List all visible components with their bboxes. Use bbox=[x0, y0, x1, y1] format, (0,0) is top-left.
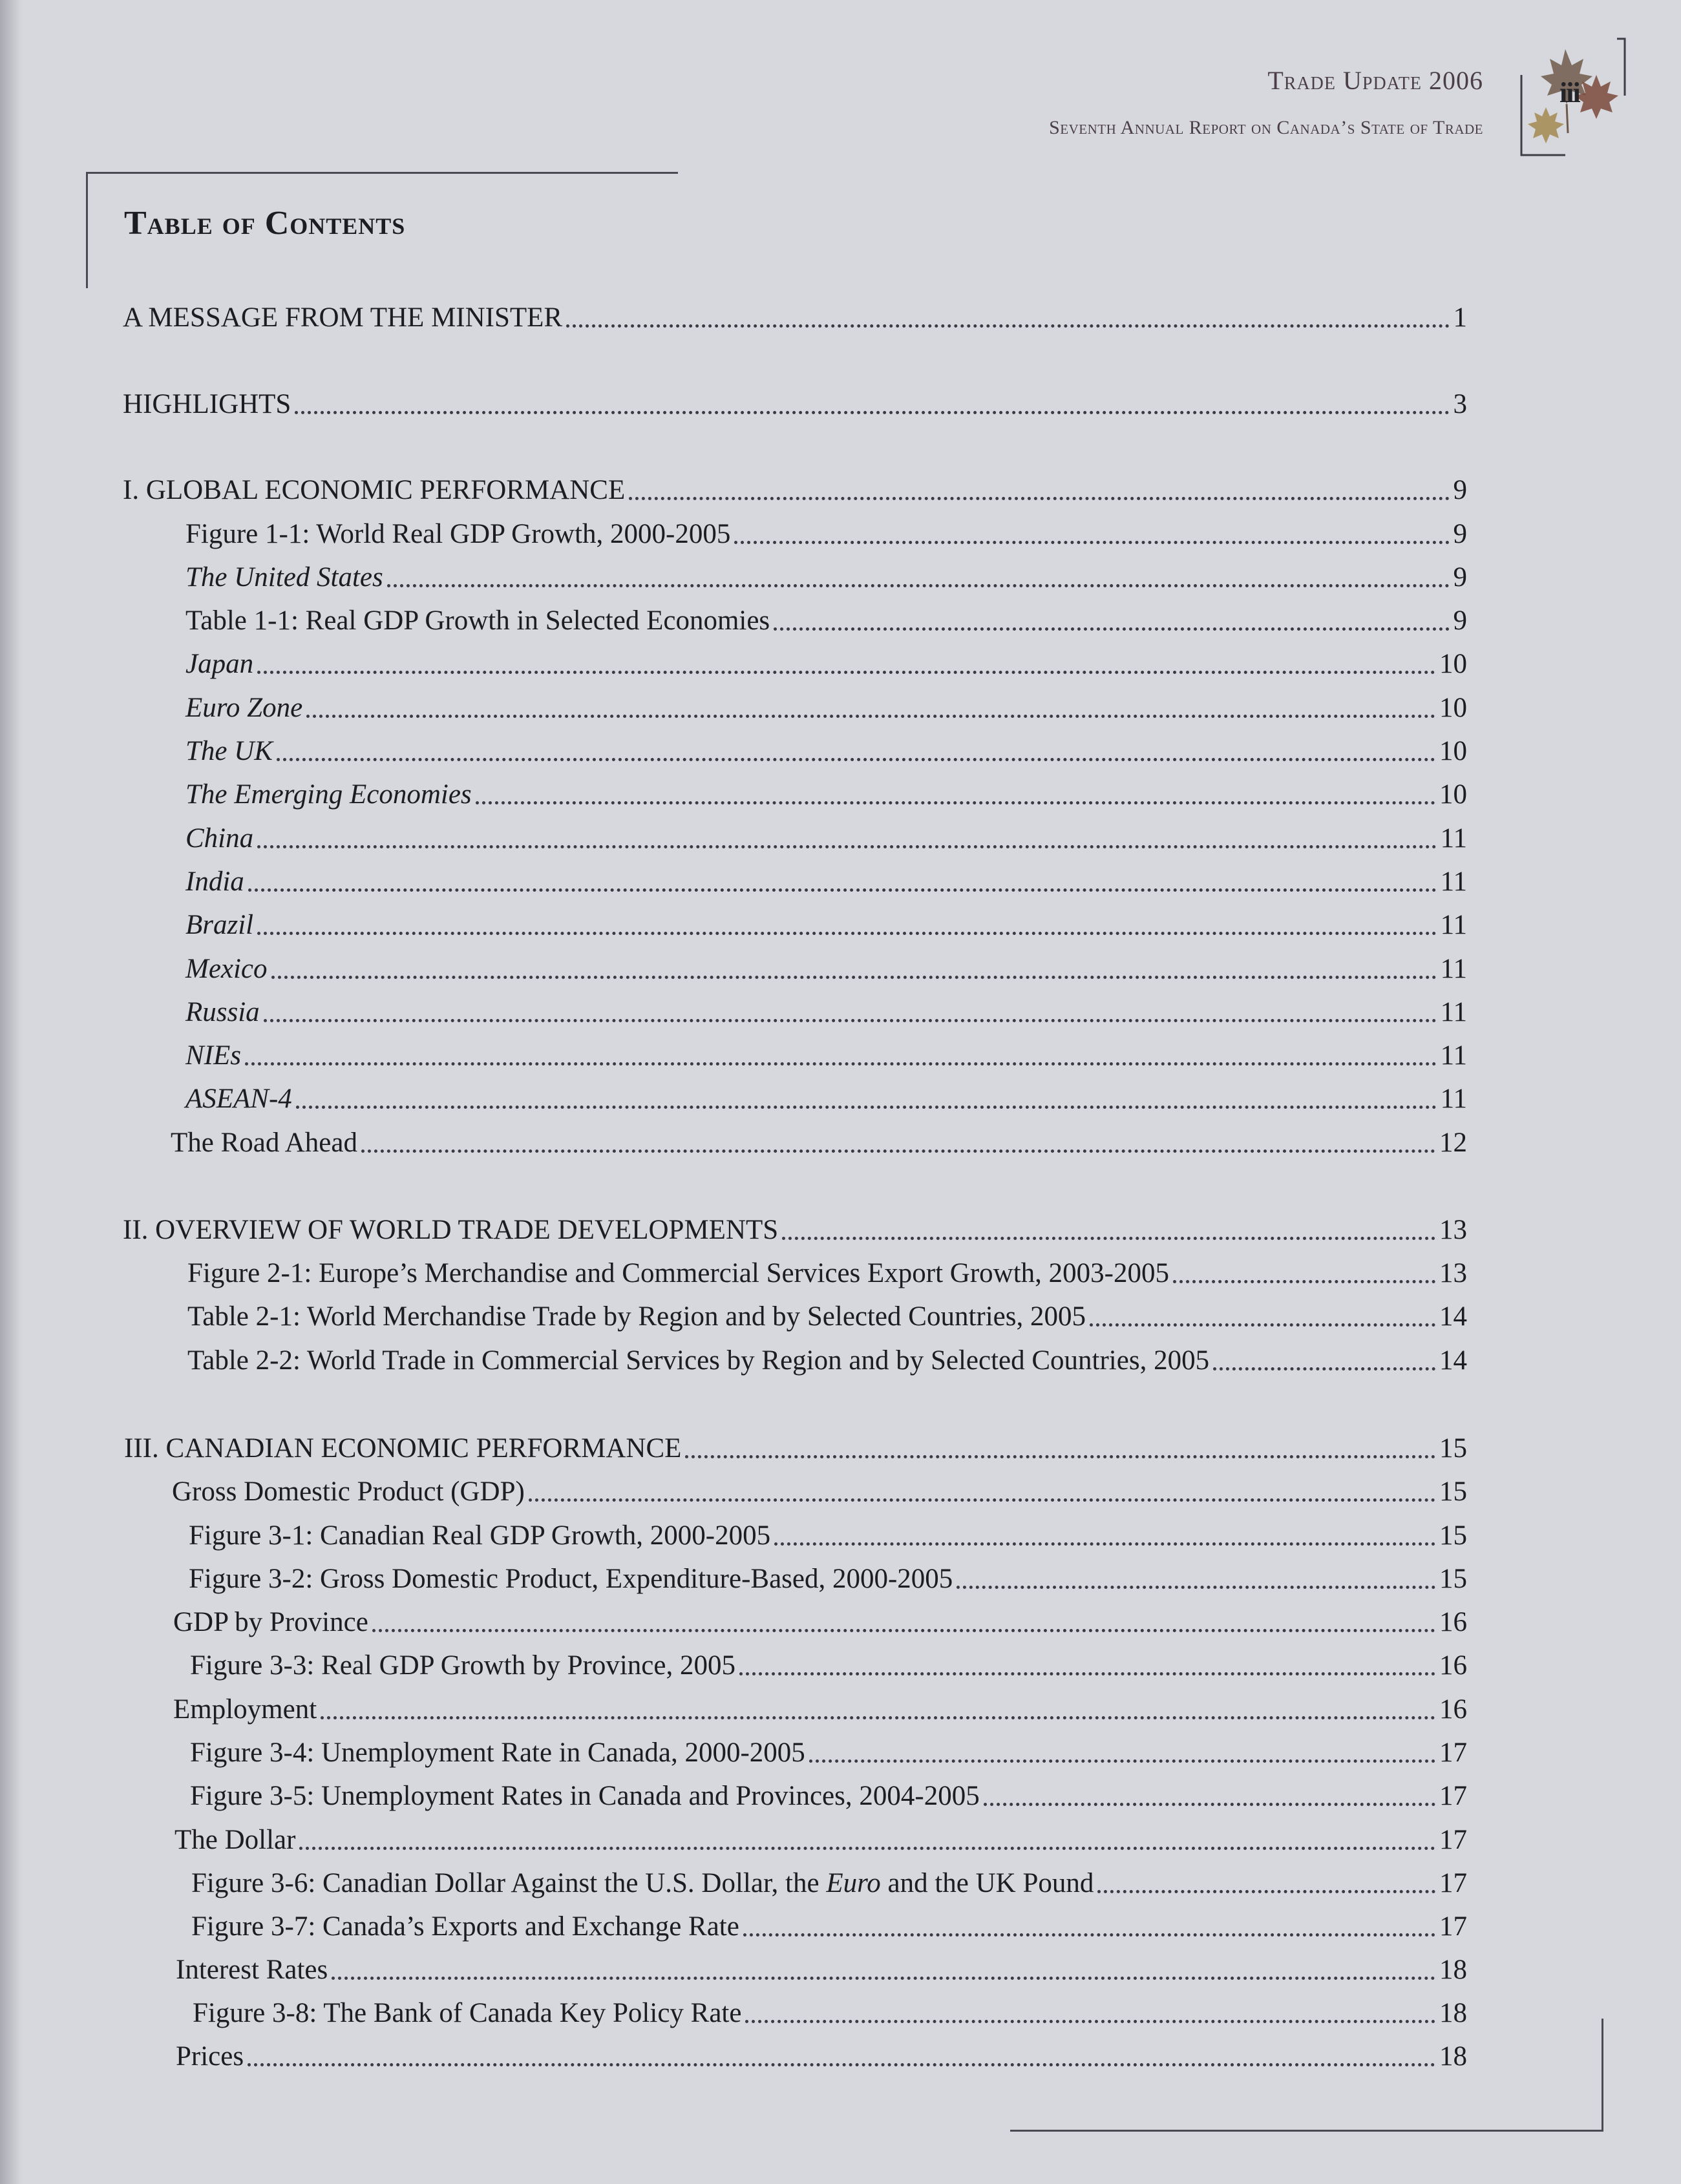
toc-entry-section-3[interactable] bbox=[124, 1427, 1467, 1465]
toc-entry-figure-3-2[interactable] bbox=[189, 1557, 1467, 1596]
toc-entry-title: Figure 3-1: Canadian Real GDP Growth, 2000-2005 bbox=[189, 1520, 771, 1551]
leader-dots bbox=[957, 1585, 1435, 1589]
toc-entry-title: The United States bbox=[185, 562, 383, 593]
leader-dots bbox=[332, 1976, 1435, 1980]
toc-entry-title: Figure 3-2: Gross Domestic Product, Expenditure-Based, 2000-2005 bbox=[189, 1564, 953, 1594]
leader-dots bbox=[745, 2019, 1435, 2023]
leader-dots bbox=[299, 1846, 1435, 1850]
toc-entry-page: 9 bbox=[1453, 562, 1467, 593]
toc-entry-brazil[interactable] bbox=[185, 903, 1467, 942]
toc-entry-page: 11 bbox=[1440, 866, 1467, 897]
toc-entry-title: Figure 2-1: Europe’s Merchandise and Commercial Services Export Growth, 2003-2005 bbox=[187, 1258, 1169, 1288]
toc-entry-title: GDP by Province bbox=[173, 1607, 368, 1637]
toc-entry-page: 15 bbox=[1439, 1564, 1467, 1594]
toc-entry-title: China bbox=[185, 823, 254, 854]
toc-entry-employment[interactable] bbox=[173, 1688, 1467, 1727]
toc-entry-title-part: Figure 3-6: Canadian Dollar Against the U.S. Dollar, the bbox=[191, 1868, 827, 1898]
toc-entry-uk[interactable] bbox=[185, 730, 1467, 768]
toc-entry-page: 13 bbox=[1439, 1215, 1467, 1245]
leader-dots bbox=[1213, 1367, 1435, 1370]
toc-entry-gdp[interactable] bbox=[172, 1470, 1467, 1509]
toc-entry-title: Gross Domestic Product (GDP) bbox=[172, 1476, 525, 1507]
leader-dots bbox=[1173, 1279, 1435, 1283]
toc-entry-page: 9 bbox=[1453, 519, 1467, 549]
toc-entry-title: Interest Rates bbox=[176, 1955, 328, 1985]
toc-entry-euro-zone[interactable] bbox=[185, 686, 1467, 725]
toc-entry-title: III. CANADIAN ECONOMIC PERFORMANCE bbox=[124, 1433, 682, 1464]
toc-entry-figure-3-4[interactable] bbox=[190, 1731, 1467, 1770]
toc-entry-highlights[interactable] bbox=[123, 383, 1467, 421]
leader-dots bbox=[809, 1759, 1435, 1763]
toc-entry-page: 17 bbox=[1439, 1825, 1467, 1855]
toc-entry-title: Japan bbox=[185, 649, 254, 679]
toc-entry-page: 3 bbox=[1453, 389, 1467, 419]
toc-entry-prices[interactable] bbox=[176, 2035, 1467, 2074]
toc-entry-title: The Road Ahead bbox=[171, 1128, 357, 1158]
toc-entry-title: The Emerging Economies bbox=[185, 779, 472, 810]
toc-entry-figure-3-7[interactable] bbox=[191, 1905, 1467, 1944]
toc-entry-page: 16 bbox=[1439, 1694, 1467, 1725]
toc-entry-page: 17 bbox=[1439, 1911, 1467, 1942]
toc-entry-title: HIGHLIGHTS bbox=[123, 389, 291, 419]
toc-entry-asean-4[interactable] bbox=[185, 1077, 1467, 1116]
leader-dots bbox=[257, 670, 1435, 674]
toc-entry-page: 11 bbox=[1440, 997, 1467, 1027]
toc-entry-page: 15 bbox=[1439, 1476, 1467, 1507]
toc-entry-page: 11 bbox=[1440, 910, 1467, 940]
leader-dots bbox=[257, 931, 1436, 935]
toc-entry-road-ahead[interactable] bbox=[171, 1121, 1467, 1160]
toc-entry-title: II. OVERVIEW OF WORLD TRADE DEVELOPMENTS bbox=[123, 1215, 779, 1245]
toc-entry-table-2-2[interactable] bbox=[187, 1339, 1467, 1378]
report-subtitle: Seventh Annual Report on Canada’s State of Trade bbox=[1049, 117, 1483, 138]
leader-dots bbox=[248, 2063, 1435, 2066]
toc-entry-gdp-by-province[interactable] bbox=[173, 1601, 1467, 1639]
toc-entry-figure-3-1[interactable] bbox=[189, 1514, 1467, 1553]
toc-entry-table-1-1[interactable] bbox=[185, 599, 1467, 638]
toc-entry-page: 11 bbox=[1440, 1040, 1467, 1071]
toc-entry-page: 18 bbox=[1439, 1955, 1467, 1985]
toc-entry-dollar[interactable] bbox=[174, 1818, 1467, 1857]
toc-entry-page: 18 bbox=[1439, 1998, 1467, 2028]
toc-entry-page: 11 bbox=[1440, 823, 1467, 854]
toc-entry-mexico[interactable] bbox=[185, 947, 1467, 986]
toc-entry-section-1[interactable] bbox=[123, 468, 1467, 507]
toc-entry-china[interactable] bbox=[185, 817, 1467, 856]
toc-entry-title-emphasis: Euro bbox=[826, 1868, 881, 1898]
toc-entry-page: 17 bbox=[1439, 1738, 1467, 1768]
toc-entry-figure-3-5[interactable] bbox=[190, 1774, 1467, 1813]
leader-dots bbox=[782, 1236, 1435, 1240]
toc-entry-page: 17 bbox=[1439, 1781, 1467, 1811]
toc-entry-page: 9 bbox=[1453, 605, 1467, 636]
leader-dots bbox=[734, 540, 1449, 544]
report-title: Trade Update 2006 bbox=[1267, 66, 1483, 95]
toc-entry-figure-2-1[interactable] bbox=[187, 1252, 1467, 1290]
toc-heading: Table of Contents bbox=[124, 205, 406, 242]
toc-entry-page: 1 bbox=[1453, 302, 1467, 333]
toc-entry-page: 11 bbox=[1440, 1084, 1467, 1114]
leader-dots bbox=[306, 714, 1435, 718]
leader-dots bbox=[685, 1454, 1435, 1458]
leader-dots bbox=[566, 324, 1449, 328]
toc-entry-india[interactable] bbox=[185, 860, 1467, 899]
leader-dots bbox=[476, 801, 1435, 804]
toc-entry-title: Figure 3-7: Canada’s Exports and Exchange Rate bbox=[191, 1911, 739, 1942]
toc-entry-japan[interactable] bbox=[185, 642, 1467, 681]
toc-entry-title: Figure 1-1: World Real GDP Growth, 2000-2005 bbox=[185, 519, 731, 549]
toc-entry-title: I. GLOBAL ECONOMIC PERFORMANCE bbox=[123, 475, 626, 505]
toc-entry-title: Employment bbox=[173, 1694, 317, 1725]
leader-dots bbox=[264, 1018, 1437, 1022]
toc-entry-figure-3-6[interactable] bbox=[191, 1862, 1467, 1900]
toc-entry-page: 15 bbox=[1439, 1520, 1467, 1551]
toc-entry-figure-3-8[interactable] bbox=[193, 1991, 1467, 2030]
toc-entry-section-2[interactable] bbox=[123, 1208, 1467, 1247]
toc-entry-nies[interactable] bbox=[185, 1034, 1467, 1073]
toc-entry-page: 9 bbox=[1453, 475, 1467, 505]
page-number: iii bbox=[1559, 77, 1580, 109]
toc-entry-page: 15 bbox=[1439, 1433, 1467, 1464]
toc-entry-title: ASEAN-4 bbox=[185, 1084, 292, 1114]
leader-dots bbox=[321, 1716, 1435, 1719]
toc-entry-page: 10 bbox=[1439, 693, 1467, 723]
toc-entry-page: 10 bbox=[1439, 736, 1467, 766]
toc-entry-title: Figure 3-4: Unemployment Rate in Canada, 2000-2005 bbox=[190, 1738, 805, 1768]
toc-entry-title: The Dollar bbox=[174, 1825, 296, 1855]
toc-entry-united-states[interactable] bbox=[185, 556, 1467, 594]
leader-dots bbox=[739, 1672, 1435, 1675]
leader-dots bbox=[245, 1062, 1437, 1066]
toc-entry-russia[interactable] bbox=[185, 991, 1467, 1029]
toc-entry-figure-3-3[interactable] bbox=[190, 1644, 1467, 1683]
leader-dots bbox=[372, 1628, 1435, 1632]
leader-dots bbox=[248, 888, 1437, 892]
leader-dots bbox=[774, 1542, 1435, 1546]
toc-entry-title: Euro Zone bbox=[185, 693, 303, 723]
leader-dots bbox=[774, 627, 1449, 631]
toc-entry-title-part: and the UK Pound bbox=[880, 1868, 1094, 1898]
toc-entry-title: Figure 3-8: The Bank of Canada Key Policy Rate bbox=[193, 1998, 742, 2028]
leader-dots bbox=[529, 1498, 1435, 1502]
toc-entry-interest-rates[interactable] bbox=[176, 1948, 1467, 1987]
leader-dots bbox=[271, 975, 1437, 979]
toc-entry-title: Figure 3-3: Real GDP Growth by Province, 2005 bbox=[190, 1650, 735, 1681]
leader-dots bbox=[984, 1802, 1435, 1806]
toc-entry-title: NIEs bbox=[185, 1040, 241, 1071]
toc-entry-minister-message[interactable] bbox=[123, 296, 1467, 335]
leader-dots bbox=[629, 496, 1449, 500]
toc-entry-title: Mexico bbox=[185, 954, 268, 984]
toc-entry-title: A MESSAGE FROM THE MINISTER bbox=[123, 302, 563, 333]
toc-entry-title bbox=[191, 1867, 1094, 1900]
toc-entry-title: Table 2-1: World Merchandise Trade by Region and by Selected Countries, 2005 bbox=[187, 1301, 1086, 1332]
toc-entry-title: The UK bbox=[185, 736, 273, 766]
toc-entry-title: India bbox=[185, 866, 244, 897]
toc-entry-page: 12 bbox=[1439, 1128, 1467, 1158]
toc-entry-title: Figure 3-5: Unemployment Rates in Canada and Provinces, 2004-2005 bbox=[190, 1781, 980, 1811]
leader-dots bbox=[257, 845, 1436, 848]
leader-dots bbox=[387, 583, 1450, 587]
leader-dots bbox=[1090, 1323, 1435, 1327]
toc-entry-page: 10 bbox=[1439, 779, 1467, 810]
leader-dots bbox=[277, 757, 1435, 761]
leader-dots bbox=[296, 1105, 1437, 1109]
toc-entry-title: Table 1-1: Real GDP Growth in Selected Economies bbox=[185, 605, 770, 636]
toc-entry-page: 17 bbox=[1439, 1868, 1467, 1898]
toc-entry-page: 10 bbox=[1439, 649, 1467, 679]
toc-entry-page: 14 bbox=[1439, 1345, 1467, 1376]
toc-entry-title: Table 2-2: World Trade in Commercial Services by Region and by Selected Countries, 2005 bbox=[187, 1345, 1210, 1376]
toc-entry-title: Brazil bbox=[185, 910, 254, 940]
leader-dots bbox=[295, 410, 1449, 414]
toc-entry-title: Prices bbox=[176, 2041, 244, 2072]
leader-dots bbox=[1097, 1889, 1435, 1893]
toc-entry-page: 16 bbox=[1439, 1650, 1467, 1681]
leader-dots bbox=[361, 1149, 1435, 1153]
toc-entry-title: Russia bbox=[185, 997, 260, 1027]
leader-dots bbox=[743, 1933, 1435, 1937]
toc-entry-page: 13 bbox=[1439, 1258, 1467, 1288]
toc-entry-page: 18 bbox=[1439, 2041, 1467, 2072]
toc-entry-emerging-economies[interactable] bbox=[185, 773, 1467, 812]
toc-entry-figure-1-1[interactable] bbox=[185, 512, 1467, 551]
toc-entry-page: 11 bbox=[1440, 954, 1467, 984]
toc-entry-table-2-1[interactable] bbox=[187, 1295, 1467, 1334]
toc-entry-page: 16 bbox=[1439, 1607, 1467, 1637]
toc-entry-page: 14 bbox=[1439, 1301, 1467, 1332]
